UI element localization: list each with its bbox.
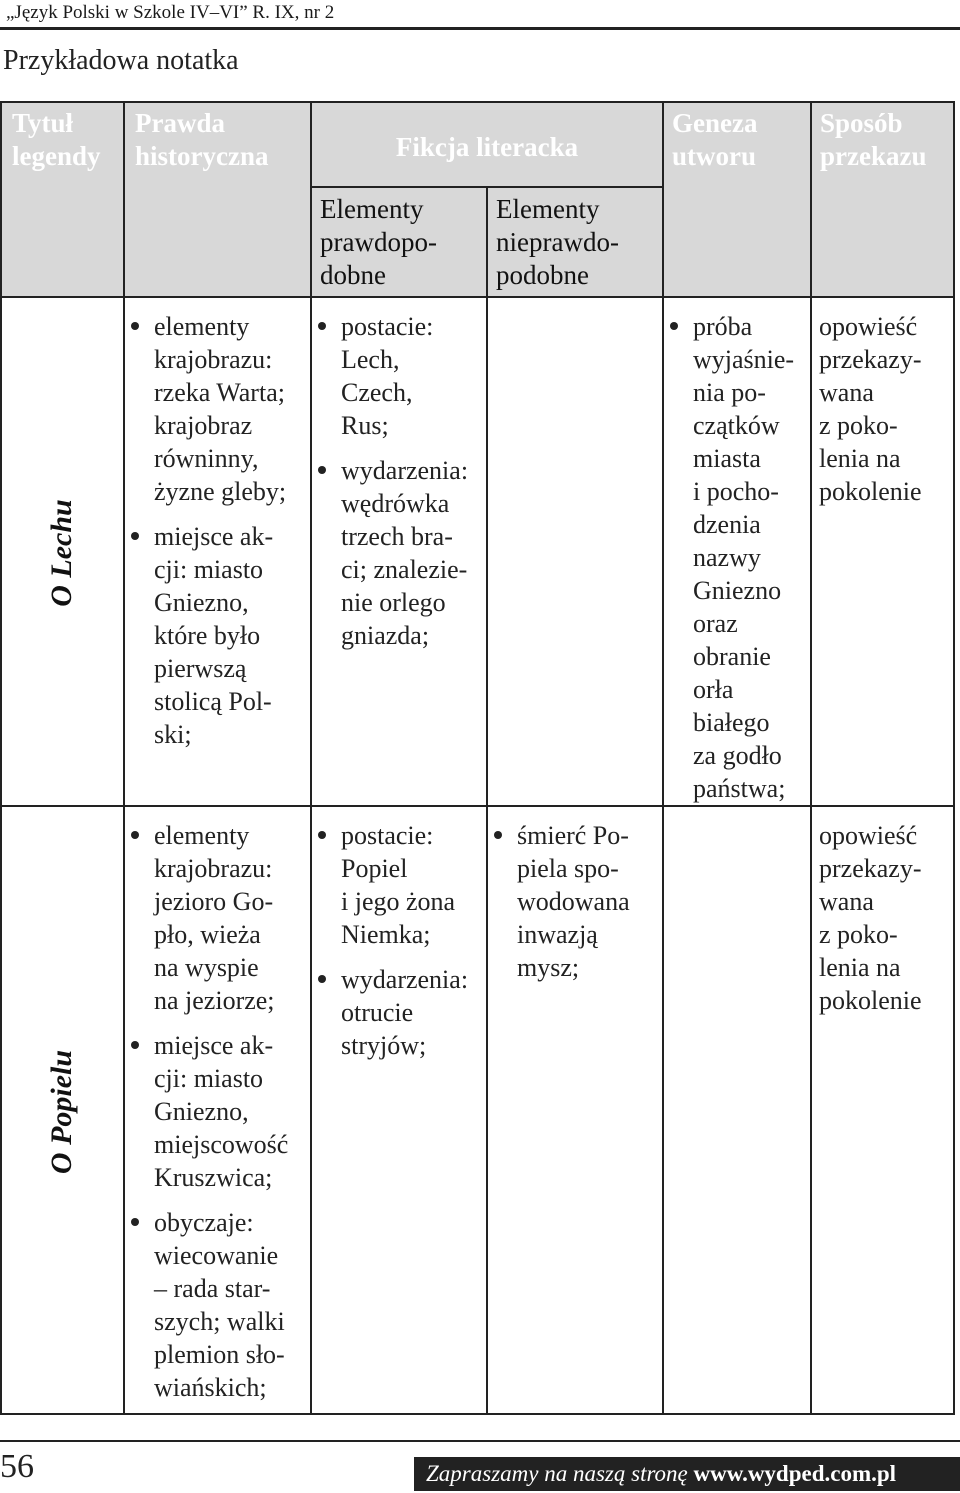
row-label-lech: O Lechu [45,499,78,607]
footer-link[interactable] [426,1461,896,1487]
page-title: Przykładowa notatka [3,45,239,76]
list-item: elementy krajobrazu: jezioro Go- pło, wieża na wyspie na jeziorze; [126,819,308,1017]
popiel-prawdopodobne [313,819,485,1074]
running-head: „Język Polski w Szkole IV–VI” R. IX, nr 2 [6,2,335,23]
list-item: elementy krajobrazu: rzeka Warta; krajobraz równinny, żyzne gleby; [126,310,308,508]
col-line-4 [662,101,664,1415]
header-fikcja: Fikcja literacka [395,132,579,162]
col-line-3 [486,186,488,1415]
list-item: miejsce ak- cji: miasto Gniezno, które było pierwszą stolicą Pol- ski; [126,520,308,751]
subheader-nieprawdopodobne: Elementy nieprawdo- podobne [496,194,619,290]
list-item: wydarzenia: otrucie stryjów; [313,963,485,1062]
list-item: obyczaje: wiecowanie – rada star- szych; walki plemion sło- wiańskich; [126,1206,308,1404]
lech-prawdopodobne [313,310,485,664]
header-tytul: Tytuł legendy [12,108,101,171]
lech-sposob: opowieść przekazy- wana z poko- lenia na pokolenie [819,312,922,506]
header-sposob: Sposób przekazu [820,108,927,171]
popiel-prawda [126,819,308,1416]
footer-rule [0,1440,960,1442]
lech-prawda [126,310,308,763]
header-prawda: Prawda historyczna [135,108,269,171]
col-line-1 [123,101,125,1415]
lech-geneza [665,310,809,817]
list-item: postacie: Lech, Czech, Rus; [313,310,485,442]
list-item: miejsce ak- cji: miasto Gniezno, miejscowość Kruszwica; [126,1029,308,1194]
list-item: śmierć Po- piela spo- wodowana inwazją mysz; [489,819,661,984]
list-item: próba wyjaśnie- nia po- czątków miasta i pocho- dzenia nazwy Gniezno oraz obranie orła białego za godło państwa; [665,310,809,805]
subheader-prawdopodobne: Elementy prawdopo- dobne [320,194,437,290]
notes-table [0,101,955,1415]
list-item: postacie: Popiel i jego żona Niemka; [313,819,485,951]
row-label-popiel: O Popielu [45,1049,78,1175]
footer-url[interactable]: www.wydped.com.pl [693,1461,897,1486]
footer-invite: Zapraszamy na naszą stronę [426,1461,688,1486]
popiel-sposob: opowieść przekazy- wana z poko- lenia na pokolenie [819,821,922,1015]
popiel-nieprawdopodobne [489,819,661,996]
col-line-5 [810,101,812,1415]
page-number: 56 [0,1448,34,1485]
list-item: wydarzenia: wędrówka trzech bra- ci; znalezie- nie orlego gniazda; [313,454,485,652]
col-line-0 [0,101,2,1415]
header-geneza: Geneza utworu [672,108,758,171]
header-rule [0,27,960,30]
col-line-6 [953,101,955,1415]
col-line-2 [310,101,312,1415]
